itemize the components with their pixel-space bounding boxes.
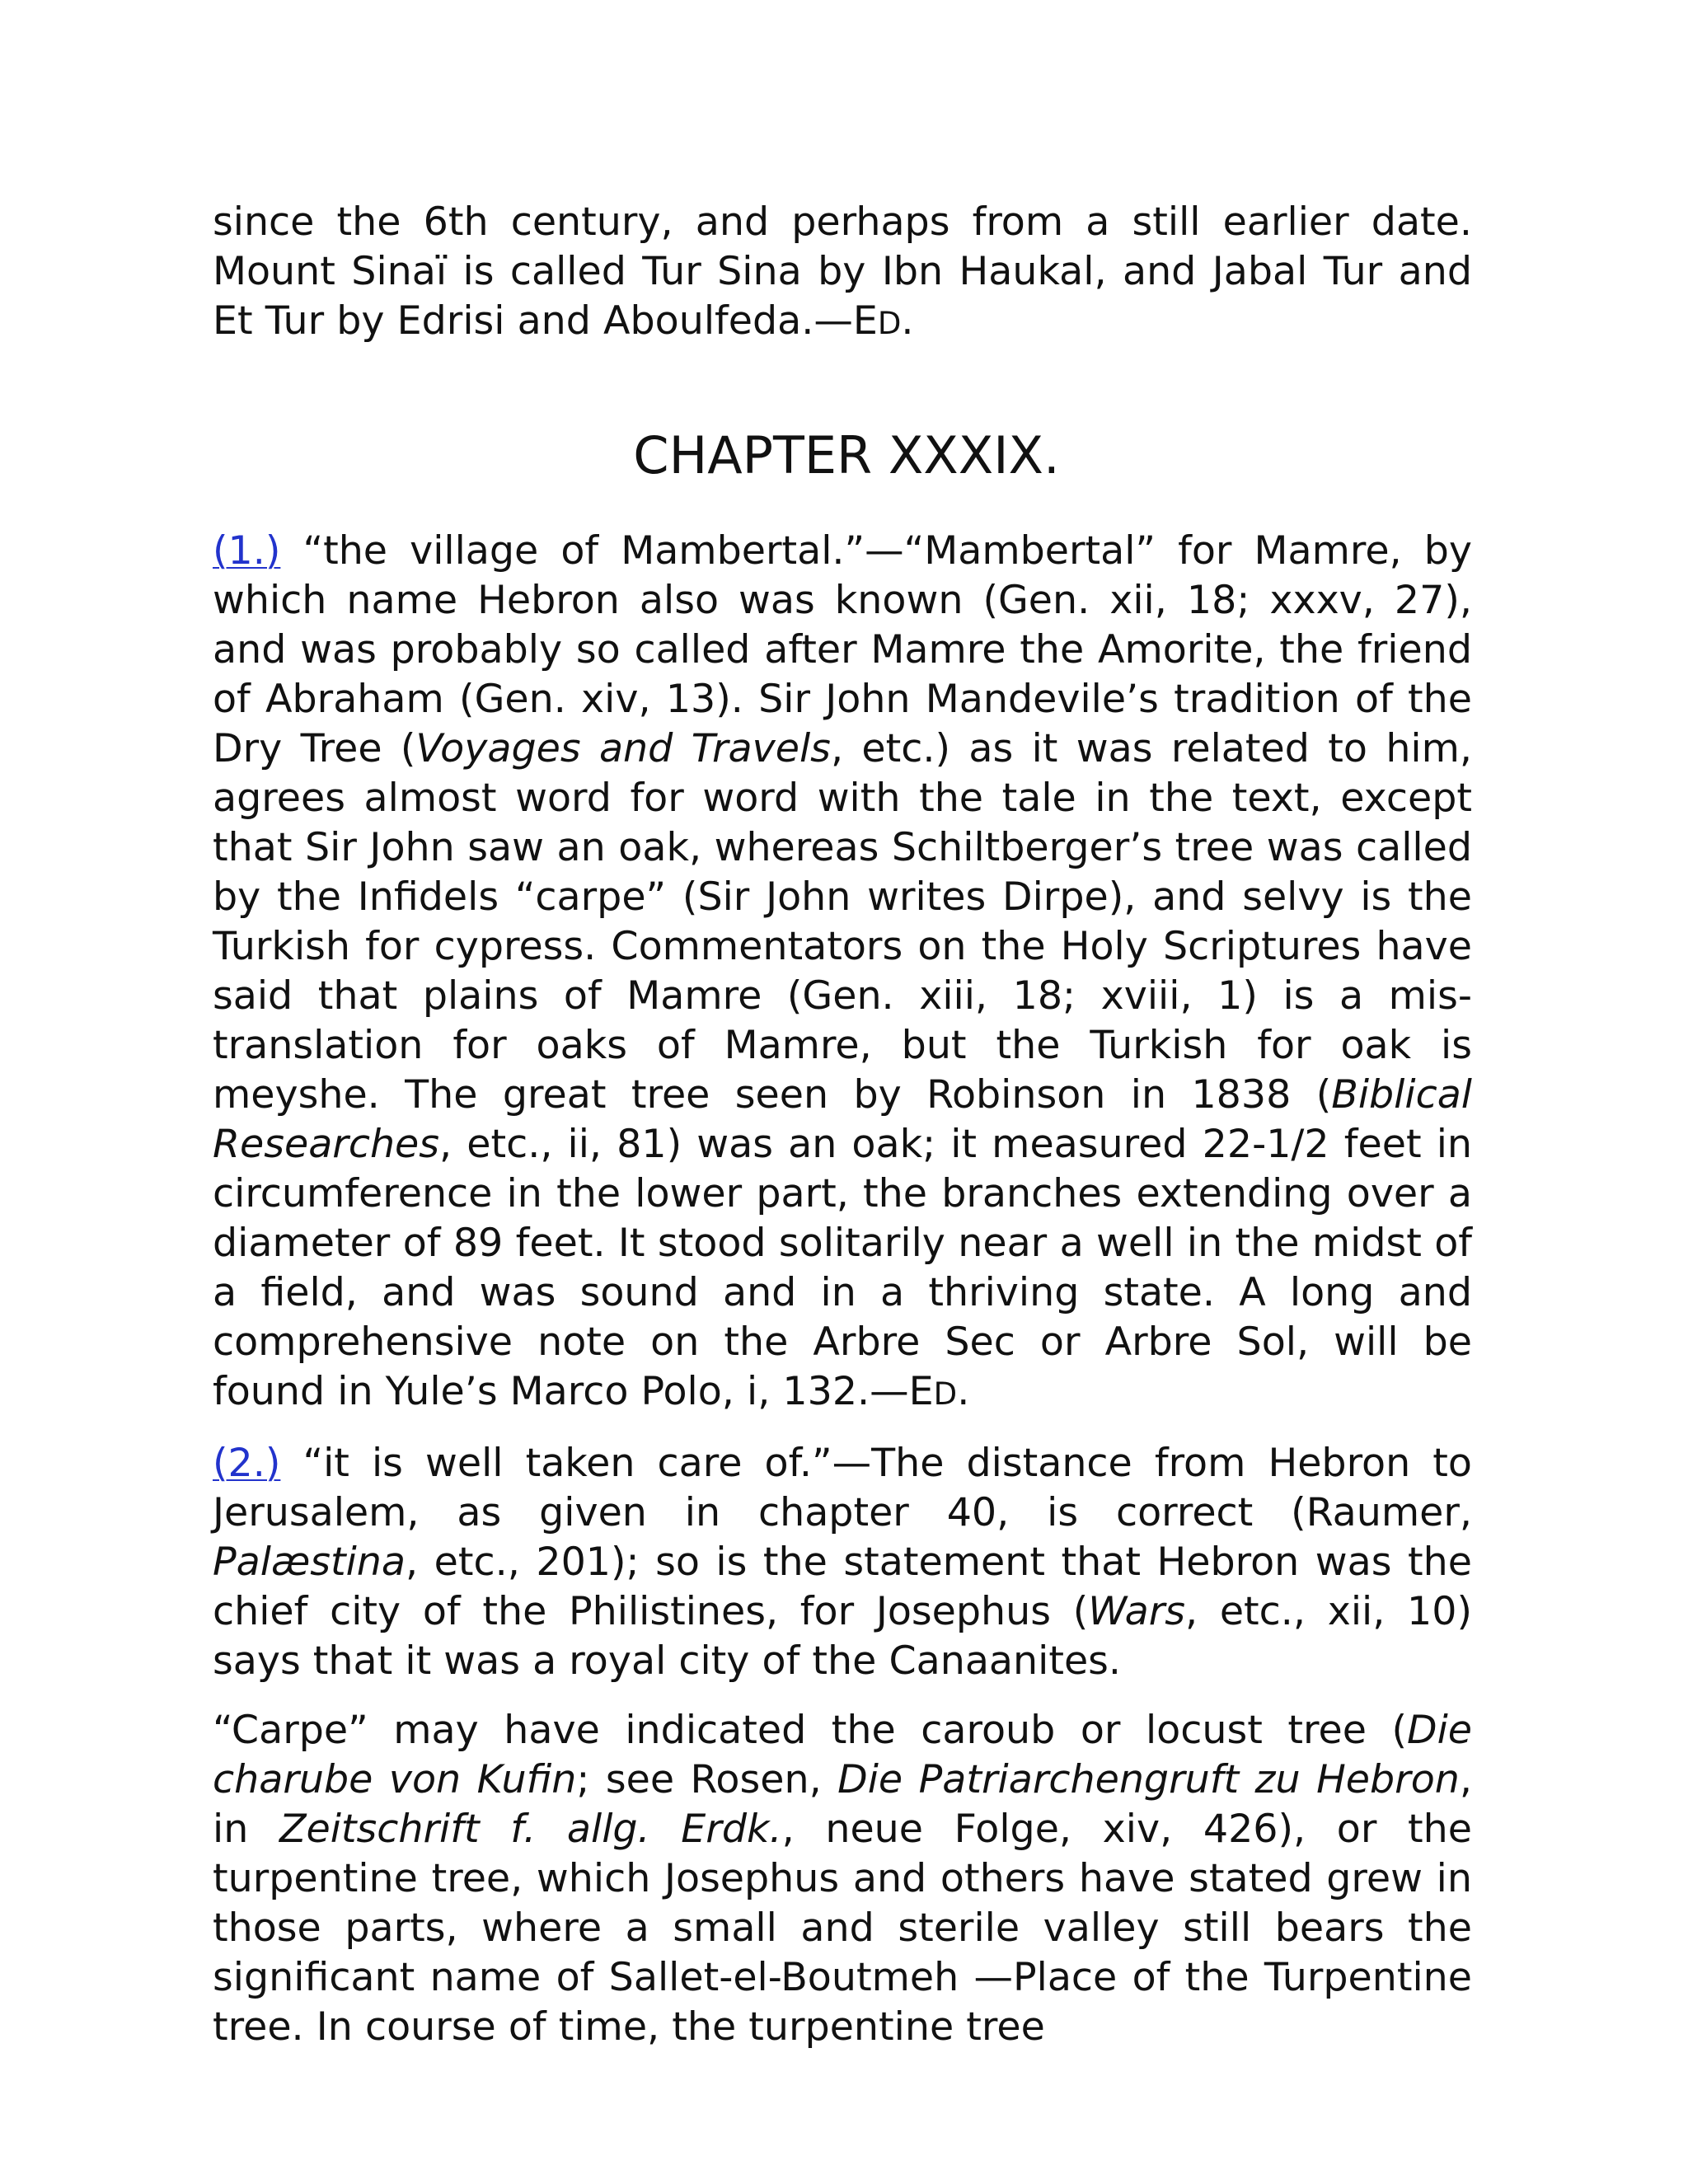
carpe-italic-zeitschrift: Zeitschrift f. allg. Erdk.	[279, 1807, 782, 1852]
footnote-2	[213, 1439, 1472, 1686]
footnote-2-text-c: , etc., xii, 10) says that it was a royal city of the Canaanites.	[213, 1589, 1473, 1684]
footnote-1-text-c: , etc., ii, 81) was an oak; it measured 22-1/2 feet in circumference in the lower part, the branches extending over a diameter of 89 feet. It stood solitarily near a well in the midst of a field, and was sound and in a thriving state. A long and comprehensive note on the Arbre Sec or Arbre Sol, will be found in Yule’s Marco Polo, i, 132.—E	[213, 1122, 1472, 1414]
carpe-text-d: , neue Folge, xiv, 426), or the turpentine tree, which Josephus and others have stated grew in those parts, where a small and sterile valley still bears the significant name of Sallet-el-Boutmeh —Place of the Turpentine tree. In course of time, the turpentine tree	[213, 1807, 1472, 2050]
footnote-2-italic-wars: Wars	[1088, 1589, 1186, 1634]
footnote-2-italic-palaestina: Palæstina	[213, 1540, 406, 1585]
footnote-2-text-b: , etc., 201); so is the statement that Hebron was the chief city of the Philistines, for Josephus (	[213, 1540, 1472, 1634]
footnote-1-italic-voyages: Voyages and Travels	[415, 726, 831, 771]
footnote-2-text-a: “it is well taken care of.”—The distance from Hebron to Jerusalem, as given in chapter 40, is correct (Raumer,	[213, 1441, 1472, 1535]
editor-abbrev-small: D	[933, 1376, 958, 1412]
footnote-1-text-b: , etc.) as it was related to him, agrees almost word for word with the tale in the text, except that Sir John saw an oak, whereas Schiltberger’s tree was called by the Infidels “carpe” (Sir John writes Dirpe), and selvy is the Turkish for cypress. Commentators on the Holy Scriptures have said that plains of Mamre (Gen. xiii, 18; xviii, 1) is a mis-translation for oaks of Mamre, but the Turkish for oak is meyshe. The great tree seen by Robinson in 1838 (	[213, 726, 1472, 1118]
carpe-text-a: “Carpe” may have indicated the caroub or locust tree (	[213, 1708, 1407, 1753]
carpe-italic-charube: Die charube von Kufin	[213, 1708, 1472, 1802]
carpe-text-b: ; see Rosen,	[576, 1757, 838, 1802]
footnote-1-end: .	[957, 1369, 970, 1414]
intro-end: .	[901, 298, 914, 344]
footnote-1-text-a: “the village of Mambertal.”—“Mambertal” for Mamre, by which name Hebron also was known (Gen. xii, 18; xxxv, 27), and was probably so called after Mamre the Amorite, the friend of Abraham (Gen. xiv, 13). Sir John Mandevile’s tradition of the Dry Tree (	[213, 528, 1472, 771]
carpe-text-c: , in	[213, 1757, 1472, 1852]
editor-abbrev-small: D	[877, 306, 902, 341]
footnote-1	[213, 527, 1472, 1419]
footnote-2-link[interactable]: (2.)	[213, 1441, 281, 1486]
carpe-paragraph	[213, 1706, 1472, 2052]
carpe-italic-patriarchengruft: Die Patriarchengruft zu Hebron	[837, 1757, 1460, 1802]
intro-paragraph	[213, 198, 1472, 349]
footnote-1-italic-biblical: Biblical Researches	[213, 1072, 1472, 1167]
intro-text: since the 6th century, and perhaps from a still earlier date. Mount Sinaï is called Tur Sina by Ibn Haukal, and Jabal Tur and Et Tur by Edrisi and Aboulfeda.—E	[213, 199, 1472, 344]
chapter-title: CHAPTER XXXIX.	[633, 425, 1060, 485]
footnote-1-link[interactable]: (1.)	[213, 528, 281, 574]
